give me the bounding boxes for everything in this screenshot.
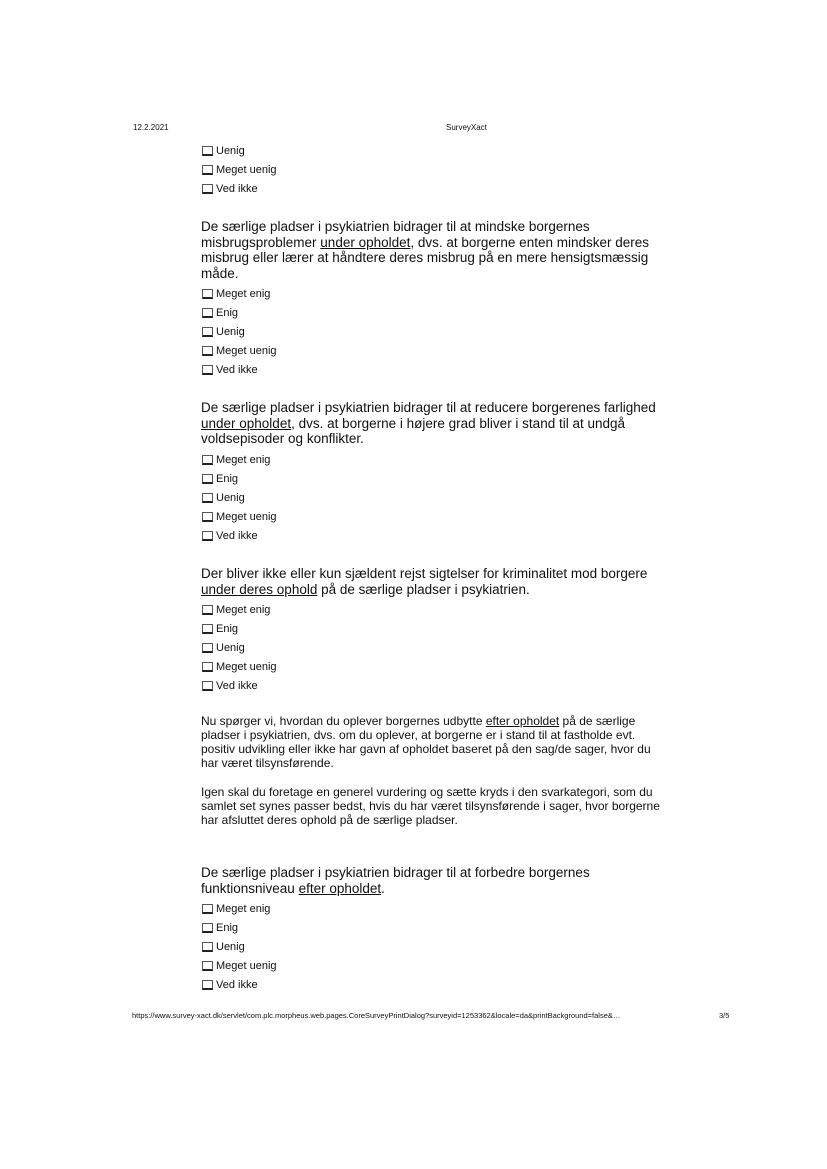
checkbox[interactable] [202,146,213,156]
checkbox[interactable] [202,662,213,672]
q1-option-enig[interactable] [202,305,238,321]
option-label: Uenig [216,941,245,953]
question-text: på de særlige pladser i psykiatrien. [317,581,530,597]
question-text: De særlige pladser i psykiatrien bidrager til at forbedre borgernes funktionsniveau [201,865,590,896]
checkbox[interactable] [202,474,213,484]
option-label: Meget uenig [216,960,277,972]
question-text: , dvs. at borgerne enten mindsker deres misbrug eller lærer at håndtere deres misbrug på en mere hensigtsmæssig måde. [201,234,650,281]
option-label: Uenig [216,642,245,654]
question-emphasis: under opholdet [201,415,292,431]
option-label: Enig [216,473,239,485]
checkbox[interactable] [202,327,213,337]
question-text: De særlige pladser i psykiatrien bidrager til at mindske borgernes misbrugsproblemer [201,219,590,250]
checkbox[interactable] [202,904,213,914]
checkbox[interactable] [202,308,213,318]
question-text: , dvs. at borgerne i højere grad bliver i stand til at undgå voldsepisoder og konflikter. [201,415,626,446]
q4-option-enig[interactable] [202,920,238,936]
option-meget-uenig[interactable] [202,162,277,178]
option-ved-ikke[interactable] [202,181,258,197]
checkbox[interactable] [202,184,213,194]
q3-option-enig[interactable] [202,621,238,637]
checkbox[interactable] [202,531,213,541]
checkbox[interactable] [202,923,213,933]
q3-option-meget-uenig[interactable] [202,659,277,675]
checkbox[interactable] [202,289,213,299]
info-text: Nu spørger vi, hvordan du oplever borgernes udbytte [201,714,486,728]
option-label: Meget enig [216,604,271,616]
q4-option-uenig[interactable] [202,939,245,955]
option-label: Uenig [216,326,245,338]
q1-option-meget-uenig[interactable] [202,343,277,359]
info-text: på de særlige pladser i psykiatrien, dvs. om du oplever, at borgerne er i stand til at fastholde evt. positiv udvikling eller ikke har gavn af opholdet baseret på den sag/de sager, hvor du har været tilsynsførende. [201,714,651,770]
question-text: . [381,880,385,896]
option-label: Uenig [216,492,245,504]
info-paragraph-instruction: Igen skal du foretage en generel vurdering og sætte kryds i den svarkategori, som du samlet set synes passer bedst, hvis du har været tilsynsførende i sager, hvor borgerne har afsluttet deres ophold på de særlige pladser. [201,785,660,827]
info-paragraph-efter-opholdet [201,714,663,770]
checkbox[interactable] [202,942,213,952]
option-label: Enig [216,307,239,319]
option-label: Enig [216,922,239,934]
checkbox[interactable] [202,605,213,615]
question-emphasis: efter opholdet [298,880,382,896]
question-farlighed [201,400,661,447]
option-label: Ved ikke [216,364,258,376]
checkbox[interactable] [202,365,213,375]
q2-option-enig[interactable] [202,471,238,487]
option-label: Ved ikke [216,183,258,195]
q4-option-meget-uenig[interactable] [202,958,277,974]
print-header-title: SurveyXact [446,123,487,132]
question-emphasis: under deres ophold [201,581,318,597]
question-emphasis: under opholdet [320,234,411,250]
q3-option-ved-ikke[interactable] [202,678,258,694]
q2-option-uenig[interactable] [202,490,245,506]
q4-option-meget-enig[interactable] [202,901,270,917]
option-label: Meget uenig [216,345,277,357]
option-label: Meget uenig [216,661,277,673]
checkbox[interactable] [202,681,213,691]
q4-option-ved-ikke[interactable] [202,977,258,993]
print-date: 12.2.2021 [133,123,169,132]
q1-option-uenig[interactable] [202,324,245,340]
option-label: Ved ikke [216,530,258,542]
option-label: Meget uenig [216,164,277,176]
question-sigtelser [201,566,661,597]
info-emphasis: efter opholdet [485,714,560,728]
q2-option-meget-enig[interactable] [202,452,270,468]
checkbox[interactable] [202,455,213,465]
q2-option-meget-uenig[interactable] [202,509,277,525]
q2-option-ved-ikke[interactable] [202,528,258,544]
option-uenig[interactable] [202,143,245,159]
checkbox[interactable] [202,493,213,503]
question-funktionsniveau [201,865,661,896]
checkbox[interactable] [202,512,213,522]
q1-option-meget-enig[interactable] [202,286,270,302]
print-footer-url: https://www.survey-xact.dk/servlet/com.plc.morpheus.web.pages.CoreSurveyPrintDialog?surveyid=1253362&locale=da&printBackground=false&… [132,1011,621,1020]
question-text: De særlige pladser i psykiatrien bidrager til at reducere borgerenes farlighed [201,400,656,415]
checkbox[interactable] [202,624,213,634]
q3-option-uenig[interactable] [202,640,245,656]
checkbox[interactable] [202,346,213,356]
q3-option-meget-enig[interactable] [202,602,270,618]
option-label: Meget enig [216,903,271,915]
checkbox[interactable] [202,980,213,990]
page-number: 3/5 [719,1011,730,1020]
question-misbrug [201,219,661,281]
option-label: Enig [216,623,239,635]
option-label: Meget enig [216,454,271,466]
checkbox[interactable] [202,961,213,971]
option-label: Ved ikke [216,680,258,692]
option-label: Uenig [216,145,245,157]
checkbox[interactable] [202,165,213,175]
q1-option-ved-ikke[interactable] [202,362,258,378]
option-label: Ved ikke [216,979,258,991]
question-text: Der bliver ikke eller kun sjældent rejst sigtelser for kriminalitet mod borgere [201,566,648,581]
option-label: Meget enig [216,288,271,300]
checkbox[interactable] [202,643,213,653]
option-label: Meget uenig [216,511,277,523]
